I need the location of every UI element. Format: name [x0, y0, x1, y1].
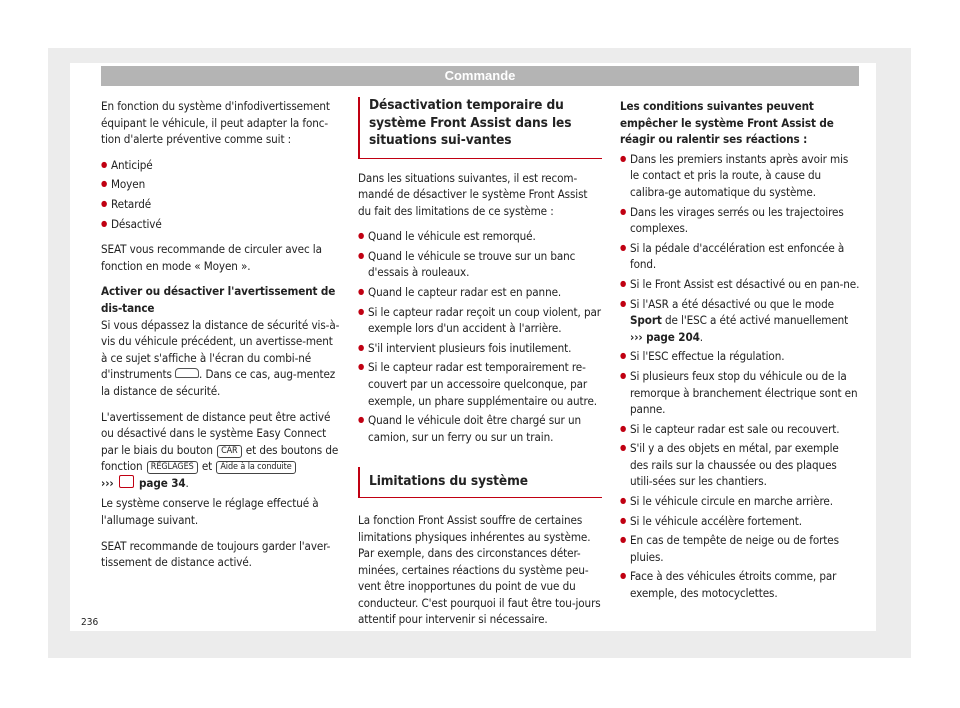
intro-text: En fonction du système d'infodivertissement équipant le véhicule, il peut adapter la fonc-tion d'alerte préventive comme suit : — [101, 99, 330, 147]
list-item: ● Quand le véhicule se trouve sur un banc d'essais à rouleaux. — [358, 248, 602, 281]
text-span: Si vous dépassez la distance de sécurité vis-à-vis du véhicule précédent, un avertisse-ment à ce sujet s'affiche à l'écran du combi-né d'instruments — [101, 317, 340, 382]
list-item: ● Si le véhicule circule en marche arrière. — [620, 493, 860, 510]
list-item: ● Si le véhicule accélère fortement. — [620, 513, 860, 530]
sport-mode-label: Sport — [630, 313, 662, 328]
list-item: ● Retardé — [101, 196, 341, 213]
text-span: et — [198, 459, 216, 474]
list-item: ● Quand le véhicule est remorqué. — [358, 228, 602, 245]
recommend-text: SEAT vous recommande de circuler avec la fonction en mode « Moyen ». — [101, 242, 322, 273]
column-1 — [101, 98, 341, 580]
section-header: Commande — [101, 66, 859, 86]
text-span: . Dans ce cas, aug-mentez la distance de sécurité. — [101, 367, 336, 398]
car-distance-icon — [175, 368, 199, 378]
paragraph: L'avertissement de distance peut être activé ou désactivé dans le système Easy Connect par le biais du bouton CAR et des boutons de fonction RÉGLAGES et Aide à la conduite ››› page 34. — [101, 409, 339, 490]
page-number: 236 — [81, 617, 99, 628]
list-item: ● Anticipé — [101, 157, 341, 174]
text-span: et des boutons de fonction — [101, 442, 339, 474]
list-item: ● Si la pédale d'accélération est enfoncée à fond. — [620, 240, 860, 273]
page-reference[interactable]: ››› page 204 — [630, 329, 700, 344]
list-item: ● S'il intervient plusieurs fois inutilement. — [358, 340, 602, 357]
mode-list — [101, 157, 341, 232]
list-item: ● Si l'ASR a été désactivé ou que le mode Sport de l'ESC a été activé manuellement ››› page 204. — [620, 296, 860, 346]
section-heading: Désactivation temporaire du système Front Assist dans les situations sui-vantes — [358, 97, 602, 159]
book-icon — [119, 475, 134, 488]
subheading: Les conditions suivantes peuvent empêcher le système Front Assist de réagir ou ralentir ses réactions : — [620, 99, 834, 147]
text-span: Si l'ASR a été désactivé ou que le mode — [630, 296, 834, 311]
car-key: CAR — [217, 445, 242, 458]
paragraph: Le système conserve le réglage effectué à l'allumage suivant. — [101, 496, 319, 528]
list-item: ● S'il y a des objets en métal, par exemple des rails sur la chaussée ou des plaques utili-sées sur les chantiers. — [620, 440, 860, 490]
reglages-key: RÉGLAGES — [147, 461, 198, 474]
situation-list — [358, 228, 602, 445]
list-item: ● Quand le capteur radar est en panne. — [358, 284, 602, 301]
column-2 — [358, 97, 602, 637]
list-item: ● Moyen — [101, 176, 341, 193]
column-3 — [620, 98, 860, 611]
subheading: Activer ou désactiver l'avertissement de dis-tance — [101, 284, 336, 315]
section-heading: Limitations du système — [358, 467, 602, 498]
text-span: de l'ESC a été activé manuellement — [661, 313, 849, 328]
condition-list — [620, 151, 860, 602]
list-item: ● Si le capteur radar est temporairement re-couvert par un accessoire quelconque, par exemple, un phare supplémentaire ou autre. — [358, 359, 602, 409]
reference-arrow: ››› — [101, 475, 114, 490]
list-item: ● Quand le véhicule doit être chargé sur un camion, sur un ferry ou sur un train. — [358, 412, 602, 445]
list-item: ● Dans les premiers instants après avoir mis le contact et pris la route, à cause du calibra-ge automatique du système. — [620, 151, 860, 201]
text-span: L'avertissement de distance peut être activé ou désactivé dans le système Easy Connect par le biais du bouton — [101, 409, 331, 457]
list-item: ● Si le Front Assist est désactivé ou en pan-ne. — [620, 276, 860, 293]
list-item: ● Désactivé — [101, 216, 341, 233]
paragraph: La fonction Front Assist souffre de certaines limitations physiques inhérentes au système. Par exemple, dans des circonstances déter-minées, certaines réactions du système peu-vent être inopportunes du point de vue du conducteur. C'est pourquoi il faut être tou-jours attentif pour intervenir si nécessaire. — [358, 512, 601, 627]
paragraph — [101, 317, 341, 400]
list-item: ● Si l'ESC effectue la régulation. — [620, 348, 860, 365]
aide-conduite-key: Aide à la conduite — [216, 461, 295, 474]
list-item: ● En cas de tempête de neige ou de fortes pluies. — [620, 532, 860, 565]
intro-text: Dans les situations suivantes, il est recom-mandé de désactiver le système Front Assist du fait des limitations de ce système : — [358, 170, 588, 218]
list-item: ● Si le capteur radar reçoit un coup violent, par exemple lors d'un accident à l'arrière. — [358, 304, 602, 337]
list-item: ● Face à des véhicules étroits comme, par exemple, des motocyclettes. — [620, 568, 860, 601]
paragraph: SEAT recommande de toujours garder l'aver-tissement de distance activé. — [101, 538, 331, 570]
list-item: ● Si plusieurs feux stop du véhicule ou de la remorque à branchement électrique sont en panne. — [620, 368, 860, 418]
list-item: ● Dans les virages serrés ou les trajectoires complexes. — [620, 204, 860, 237]
list-item: ● Si le capteur radar est sale ou recouvert. — [620, 421, 860, 438]
page-reference[interactable]: page 34 — [139, 475, 186, 490]
